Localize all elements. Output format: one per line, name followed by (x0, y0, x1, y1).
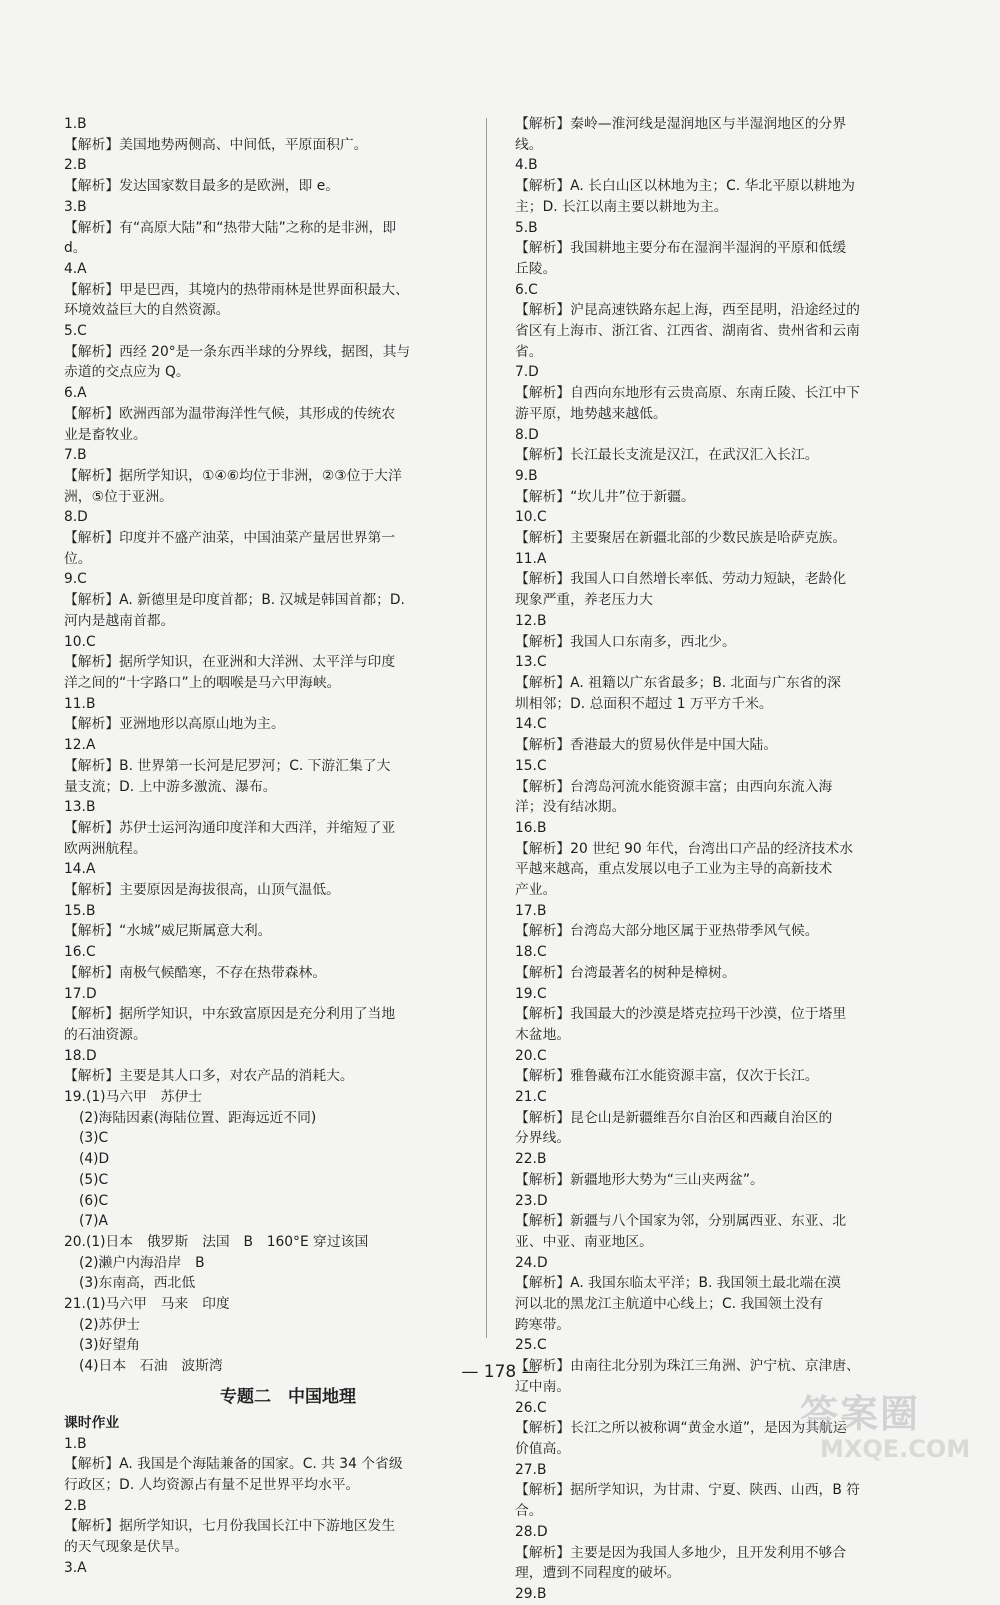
answer-number: 12.B (515, 612, 547, 629)
answer-number: 5.B (515, 219, 538, 236)
left-column (64, 114, 472, 1579)
answer-number: 28.D (515, 1523, 548, 1540)
analysis-line: 【解析】欧洲西部为温带海洋性气候，其形成的传统农 (64, 405, 396, 422)
watermark-text-en: MXQE.COM (820, 1435, 971, 1463)
text-line: (2)苏伊士 (79, 1316, 140, 1333)
answer-number: 4.B (515, 157, 538, 174)
text-line: (5)C (79, 1171, 109, 1188)
analysis-line: 【解析】据所学知识，中东致富原因是充分利用了当地 (64, 1006, 396, 1023)
text-line: (3)好望角 (79, 1337, 140, 1354)
analysis-line: 【解析】主要是其人口多，对农产品的消耗大。 (64, 1068, 354, 1085)
text-line: (3)东南高，西北低 (79, 1275, 196, 1292)
analysis-line: 【解析】“水城”威尼斯属意大利。 (64, 923, 272, 940)
answer-number: 9.C (64, 571, 87, 588)
answer-number: 4.A (64, 260, 87, 277)
page-number: — 178 — (461, 1362, 539, 1382)
text-line: (3)C (79, 1130, 109, 1147)
text-line: 理，遭到不同程度的破坏。 (515, 1565, 681, 1582)
answer-number: 29.B (515, 1585, 547, 1602)
answer-number: 1.B (64, 1435, 87, 1452)
text-line: 洋；没有结冰期。 (515, 799, 626, 816)
answer-number: 23.D (515, 1192, 548, 1209)
analysis-line: 【解析】印度并不盛产油菜，中国油菜产量居世界第一 (64, 530, 396, 547)
analysis-line: 【解析】苏伊士运河沟通印度洋和大西洋，并缩短了亚 (64, 819, 396, 836)
analysis-line: 【解析】“坎儿井”位于新疆。 (515, 488, 695, 505)
analysis-line: 【解析】A. 新德里是印度首都；B. 汉城是韩国首都；D. (64, 592, 405, 609)
text-line: 河内是越南首都。 (64, 612, 175, 629)
text-line: 行政区；D. 人均资源占有量不足世界平均水平。 (64, 1477, 360, 1493)
answer-number: 16.C (64, 944, 96, 961)
analysis-line: 【解析】据所学知识，在亚洲和大洋洲、太平洋与印度 (64, 654, 396, 671)
text-line: 省。 (515, 343, 543, 360)
text-line: 木盆地。 (515, 1026, 571, 1043)
answer-number: 15.B (64, 902, 96, 919)
analysis-line: 【解析】据所学知识，七月份我国长江中下游地区发生 (64, 1518, 396, 1535)
text-line: 的石油资源。 (64, 1026, 147, 1043)
answer-number: 1.B (64, 116, 87, 132)
answer-number: 17.D (64, 985, 97, 1002)
text-line: 线。 (515, 136, 543, 153)
analysis-line: 【解析】有“高原大陆”和“热带大陆”之称的是非洲，即 (64, 219, 397, 236)
left-answers-2 (64, 1434, 472, 1579)
analysis-line: 【解析】我国人口东南多，西北少。 (515, 633, 736, 650)
analysis-line: 【解析】台湾岛大部分地区属于亚热带季风气候。 (515, 923, 819, 940)
analysis-line: 【解析】自西向东地形有云贵高原、东南丘陵、长江中下 (515, 385, 860, 402)
text-line: 现象严重，养老压力大 (515, 592, 653, 609)
analysis-line: 【解析】A. 祖籍以广东省最多；B. 北面与广东省的深 (515, 674, 841, 691)
answer-number: 20.(1)日本 俄罗斯 法国 B 160°E 穿过该国 (64, 1233, 369, 1250)
text-line: 环境效益巨大的自然资源。 (64, 302, 230, 319)
left-answers (64, 114, 472, 1377)
text-line: 跨寒带。 (515, 1316, 571, 1333)
text-line: 欧两洲航程。 (64, 840, 147, 857)
answer-number: 14.C (515, 716, 547, 733)
answer-number: 18.C (515, 944, 547, 961)
text-line: 河以北的黑龙江主航道中心线上；C. 我国领土没有 (515, 1296, 824, 1313)
text-line: (2)海陆因素(海陆位置、距海远近不同) (79, 1109, 317, 1126)
analysis-line: 【解析】台湾岛河流水能资源丰富；由西向东流入海 (515, 778, 833, 795)
column-divider (486, 118, 487, 1338)
answer-number: 19.C (515, 985, 547, 1002)
answer-number: 22.B (515, 1151, 547, 1168)
analysis-line: 【解析】长江之所以被称调“黄金水道”，是因为其航运 (515, 1420, 847, 1437)
text-line: 量支流；D. 上中游多激流、瀑布。 (64, 778, 277, 795)
analysis-line: 【解析】美国地势两侧高、中间低，平原面积广。 (64, 136, 368, 153)
answer-number: 3.A (64, 1559, 87, 1576)
answer-number: 18.D (64, 1047, 97, 1064)
text-line: (7)A (79, 1213, 108, 1230)
analysis-line: 【解析】雅鲁藏布江水能资源丰富，仅次于长江。 (515, 1068, 819, 1085)
analysis-line: 【解析】据所学知识，为甘肃、宁夏、陕西、山西，B 符 (515, 1482, 860, 1499)
text-line: (2)濑户内海沿岸 B (79, 1254, 205, 1271)
analysis-line: 【解析】20 世纪 90 年代，台湾出口产品的经济技术水 (515, 840, 854, 857)
analysis-line: 【解析】南极气候酷寒，不存在热带森林。 (64, 964, 327, 981)
text-line: 合。 (515, 1503, 543, 1520)
analysis-line: 【解析】新疆与八个国家为邻，分别属西亚、东亚、北 (515, 1213, 847, 1230)
sub-title: 课时作业 (64, 1414, 120, 1431)
text-line: (6)C (79, 1192, 109, 1209)
answer-number: 16.B (515, 819, 547, 836)
text-line: 辽中南。 (515, 1378, 571, 1395)
answer-number: 13.C (515, 654, 547, 671)
text-line: 平越来越高，重点发展以电子工业为主导的高新技术 (515, 861, 833, 878)
analysis-line: 【解析】我国人口自然增长率低、劳动力短缺，老龄化 (515, 571, 847, 588)
text-line: 亚、中亚、南亚地区。 (515, 1233, 653, 1250)
text-line: 洋之间的“十字路口”上的咽喉是马六甲海峡。 (64, 674, 341, 691)
analysis-line: 【解析】我国最大的沙漠是塔克拉玛干沙漠，位于塔里 (515, 1006, 847, 1023)
watermark-text-cn: 答案圈 (800, 1392, 921, 1436)
text-line: 价值高。 (515, 1441, 571, 1457)
analysis-line: 【解析】台湾最著名的树种是樟树。 (515, 964, 736, 981)
analysis-line: 【解析】沪昆高速铁路东起上海，西至昆明，沿途经过的 (515, 302, 860, 319)
answer-number: 6.A (64, 385, 87, 402)
answer-number: 21.C (515, 1089, 547, 1106)
analysis-line: 【解析】A. 我国东临太平洋；B. 我国领土最北端在漠 (515, 1275, 841, 1292)
analysis-line: 【解析】据所学知识，①④⑥均位于非洲，②③位于大洋 (64, 467, 402, 484)
answer-number: 15.C (515, 757, 547, 774)
analysis-line: 【解析】发达国家数目最多的是欧洲，即 e。 (64, 178, 340, 195)
answer-number: 2.B (64, 157, 87, 174)
text-line: d。 (64, 240, 87, 257)
answer-number: 25.C (515, 1337, 547, 1354)
answer-number: 10.C (515, 509, 547, 526)
text-line: 分界线。 (515, 1130, 571, 1147)
section-title: 专题二 中国地理 (220, 1386, 356, 1407)
answer-number: 7.D (515, 364, 539, 381)
analysis-line: 【解析】昆仑山是新疆维吾尔自治区和西藏自治区的 (515, 1109, 833, 1126)
answer-number: 9.B (515, 467, 538, 484)
answer-number: 7.B (64, 447, 87, 464)
answer-number: 12.A (64, 737, 96, 754)
text-line: 省区有上海市、浙江省、江西省、湖南省、贵州省和云南 (515, 323, 860, 340)
text-line: 洲，⑤位于亚洲。 (64, 488, 173, 505)
text-line: (4)D (79, 1151, 110, 1168)
text-line: 游平原，地势越来越低。 (515, 405, 667, 422)
analysis-line: 【解析】新疆地形大势为“三山夹两盆”。 (515, 1171, 764, 1188)
answer-number: 11.A (515, 550, 547, 567)
text-line: 位。 (64, 550, 92, 567)
answer-number: 26.C (515, 1399, 547, 1416)
answer-number: 14.A (64, 861, 96, 878)
analysis-line: 【解析】A. 长白山区以林地为主；C. 华北平原以耕地为 (515, 178, 855, 195)
analysis-line: 【解析】香港最大的贸易伙伴是中国大陆。 (515, 737, 778, 754)
answer-number: 5.C (64, 323, 87, 340)
answer-number: 10.C (64, 633, 96, 650)
answer-number: 19.(1)马六甲 苏伊士 (64, 1089, 203, 1106)
text-line: 丘陵。 (515, 260, 557, 277)
text-line: 产业。 (515, 882, 557, 899)
analysis-line: 【解析】甲是巴西，其境内的热带雨林是世界面积最大、 (64, 281, 409, 298)
analysis-line: 【解析】主要是因为我国人多地少，且开发利用不够合 (515, 1544, 847, 1561)
answer-number: 27.B (515, 1461, 547, 1478)
analysis-line: 【解析】秦岭—淮河线是湿润地区与半湿润地区的分界 (515, 116, 847, 132)
answer-number: 2.B (64, 1497, 87, 1514)
analysis-line: 【解析】B. 世界第一长河是尼罗河；C. 下游汇集了大 (64, 757, 391, 774)
analysis-line: 【解析】长江最长支流是汉江，在武汉汇入长江。 (515, 447, 819, 464)
answer-number: 8.D (515, 426, 539, 443)
answer-number: 11.B (64, 695, 96, 712)
answer-number: 13.B (64, 799, 96, 816)
text-line: 主；D. 长江以南主要以耕地为主。 (515, 198, 728, 215)
analysis-line: 【解析】主要聚居在新疆北部的少数民族是哈萨克族。 (515, 530, 847, 547)
answer-number: 8.D (64, 509, 88, 526)
answer-number: 17.B (515, 902, 547, 919)
analysis-line: 【解析】由南往北分别为珠江三角洲、沪宁杭、京津唐、 (515, 1358, 860, 1375)
watermark-logo (800, 1392, 990, 1468)
answer-number: 3.B (64, 198, 87, 215)
text-line: 业是畜牧业。 (64, 426, 147, 443)
answer-number: 21.(1)马六甲 马来 印度 (64, 1296, 230, 1313)
text-line: 的天气现象是伏旱。 (64, 1539, 189, 1556)
text-line: 圳相邻；D. 总面积不超过 1 万平方千米。 (515, 695, 773, 712)
answer-number: 20.C (515, 1047, 547, 1064)
text-line: (4)日本 石油 波斯湾 (79, 1358, 223, 1375)
text-line: 赤道的交点应为 Q。 (64, 364, 190, 381)
analysis-line: 【解析】我国耕地主要分布在湿润半湿润的平原和低缓 (515, 240, 847, 257)
analysis-line: 【解析】主要原因是海拔很高，山顶气温低。 (64, 882, 340, 899)
answer-number: 24.D (515, 1254, 548, 1271)
answer-number: 6.C (515, 281, 538, 298)
analysis-line: 【解析】西经 20°是一条东西半球的分界线，据图，其与 (64, 343, 411, 360)
analysis-line: 【解析】A. 我国是个海陆兼备的国家。C. 共 34 个省级 (64, 1456, 403, 1473)
analysis-line: 【解析】亚洲地形以高原山地为主。 (64, 716, 285, 733)
